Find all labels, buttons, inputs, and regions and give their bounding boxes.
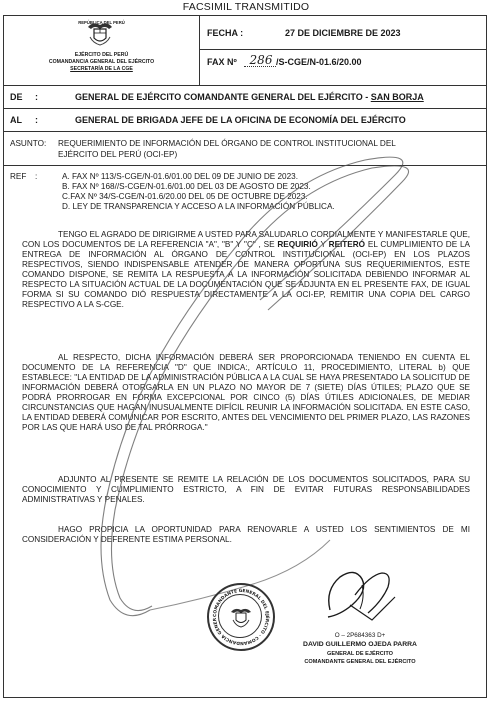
de-sender: GENERAL DE EJÉRCITO COMANDANTE GENERAL DEL EJÉRCITO -: [75, 92, 369, 102]
de-location: SAN BORJA: [370, 92, 424, 102]
asunto-bottom-rule: [3, 165, 487, 166]
de-colon: :: [35, 92, 38, 102]
institution-line-4: SECRETARÍA DE LA CGE: [70, 66, 133, 72]
paragraph-3: ADJUNTO AL PRESENTE SE REMITE LA RELACIÓN DE LOS DOCUMENTOS SOLICITADOS, PARA SU CONOCIMIENTO Y CUMPLIMIENTO ESTRICTO, A FIN DE EVITAR FUTURAS RESPONSABILIDADES ADMINISTRATIVAS Y PENALES.: [22, 475, 470, 504]
al-label: AL: [10, 115, 22, 125]
institution-line-2: EJÉRCITO DEL PERÚ: [74, 52, 129, 58]
signature-id-code: O – 2P684363 D+: [334, 632, 386, 639]
ref-item-b: B. FAX Nº 168//S-CGE/N-01.6/01.00 DEL 03 DE AGOSTO DE 2023.: [62, 182, 311, 191]
al-value: GENERAL DE BRIGADA JEFE DE LA OFICINA DE ECONOMÍA DEL EJÉRCITO: [75, 115, 406, 125]
paragraph-1-text-mid: Y: [317, 240, 329, 249]
fecha-label: FECHA :: [207, 28, 244, 38]
al-bottom-rule: [3, 131, 487, 132]
svg-text:COMANDANTE GENERAL DEL EJÉRCIT: [209, 585, 272, 646]
ref-item-d: D. LEY DE TRANSPARENCIA Y ACCESO A LA INFORMACIÓN PÚBLICA.: [62, 202, 335, 211]
document-title: FACSIMIL TRANSMITIDO: [182, 1, 310, 13]
institution-line-1: REPÚBLICA DEL PERÚ: [78, 20, 125, 25]
asunto-line-2: EJÉRCITO DEL PERÚ (OCI-EP): [58, 150, 178, 159]
paragraph-1-bold-requirio: REQUIRIÓ: [277, 240, 318, 249]
asunto-line-1: REQUERIMIENTO DE INFORMACIÓN DEL ÓRGANO DE CONTROL INSTITUCIONAL DEL: [58, 139, 396, 148]
ref-item-c: C.FAX Nº 34/S-CGE/N-01.6/20.00 DEL 05 DE OCTUBRE DE 2023.: [62, 192, 308, 201]
fax-suffix: /S-CGE/N-01.6/20.00: [276, 57, 362, 67]
ref-colon: :: [35, 172, 38, 181]
fecha-value: 27 DE DICIEMBRE DE 2023: [285, 28, 401, 38]
header-bottom-rule: [3, 85, 487, 86]
de-value: [75, 92, 424, 102]
handwritten-signature: [310, 565, 405, 630]
de-label: DE: [10, 92, 23, 102]
signature-rank: GENERAL DE EJÉRCITO: [327, 651, 393, 657]
official-seal: [207, 583, 275, 651]
paragraph-1-text-b: EL CUMPLIMIENTO DE LA ENTREGA DE INFORMACIÓN AL ÓRGANO DE CONTROL INSTITUCIONAL (OCI-EP) EN LOS PLAZOS RESPECTIVOS, SIENDO INDISPENSABLE ATENDER DE MANERA OPORTUNA SUS REQUERIMIENTOS, ESTE COMANDO DISPONE, SE REMITA LA RESPUESTA A LA INFORMACIÓN SOLICITADA DEBIENDO INFORMAR AL RESPECTO LA SITUACIÓN ACTUAL DE LA DOCUMENTACIÓN QUE SE ADJUNTA EN EL PRESENTE FAX, DE IGUAL FORMA SI SU COMANDO DIÓ RESPUESTA DIRECTAMENTE A LA OCI-EP, REMITIR UNA COPIA DEL CARGO RESPECTIVO A LA S-CGE.: [22, 240, 470, 309]
ref-label: REF: [10, 172, 27, 181]
seal-ring-label: COMANDANTE GENERAL DEL EJÉRCITO · COMANDANCIA GENER: [212, 588, 270, 646]
fax-label: FAX Nº: [207, 57, 237, 67]
signature-position: COMANDANTE GENERAL DEL EJÉRCITO: [304, 659, 416, 665]
fax-number-underline: [244, 66, 276, 67]
paragraph-1: [22, 230, 470, 310]
paragraph-2: AL RESPECTO, DICHA INFORMACIÓN DEBERÁ SER PROPORCIONADA TENIENDO EN CUENTA EL DOCUMENTO DE LA REFERENCIA "D" QUE INDICA:, ARTÍCULO 11, PROCEDIMIENTO, LITERAL b) QUE ESTABLECE: "LA ENTIDAD DE LA ADMINISTRACIÓN PÚBLICA A LA CUAL SE HAYA PRESENTADO LA SOLICITUD DE INFORMACIÓN DEBERÁ OTORGARLA EN UN PLAZO NO MAYOR DE 7 (SIETE) DÍAS ÚTILES; PLAZO QUE SE PODRÁ PRORROGAR EN FORMA EXCEPCIONAL POR CINCO (5) DÍAS ÚTILES ADICIONALES, DE MEDIAR CIRCUNSTANCIAS QUE HAGAN INUSUALMENTE DIFÍCIL REUNIR LA INFORMACIÓN SOLICITADA. EN ESTE CASO, LA ENTIDAD DEBERÁ COMUNICAR POR ESCRITO, ANTES DEL VENCIMIENTO DEL PRIMER PLAZO, LAS RAZONES POR LAS QUE HARÁ USO DE TAL PRÓRROGA.": [22, 353, 470, 432]
signature-name: DAVID GUILLERMO OJEDA PARRA: [303, 641, 417, 648]
ref-item-a: A. FAX Nº 113/S-CGE/N-01.6/01.00 DEL 09 DE JUNIO DE 2023.: [62, 172, 298, 181]
institution-line-3: COMANDANCIA GENERAL DEL EJÉRCITO: [48, 59, 155, 65]
al-colon: :: [35, 115, 38, 125]
asunto-label: ASUNTO:: [10, 139, 47, 148]
paragraph-1-bold-reitero: REITERÓ: [328, 240, 366, 249]
paragraph-4: HAGO PROPICIA LA OPORTUNIDAD PARA RENOVARLE A USTED LOS SENTIMIENTOS DE MI CONSIDERACIÓN Y DEFERENTE ESTIMA PERSONAL.: [22, 525, 470, 544]
fax-number-handwritten: 286: [249, 53, 273, 67]
seal-ring-text: [209, 585, 273, 649]
de-bottom-rule: [3, 108, 487, 109]
paragraph-1-text-a: TENGO EL AGRADO DE DIRIGIRME A USTED PARA SALUDARLO CORDIALMENTE Y MANIFESTARLE QUE, CON LOS DOCUMENTOS DE LA REFERENCIA "A", "B" Y "C" , SE: [22, 230, 470, 249]
